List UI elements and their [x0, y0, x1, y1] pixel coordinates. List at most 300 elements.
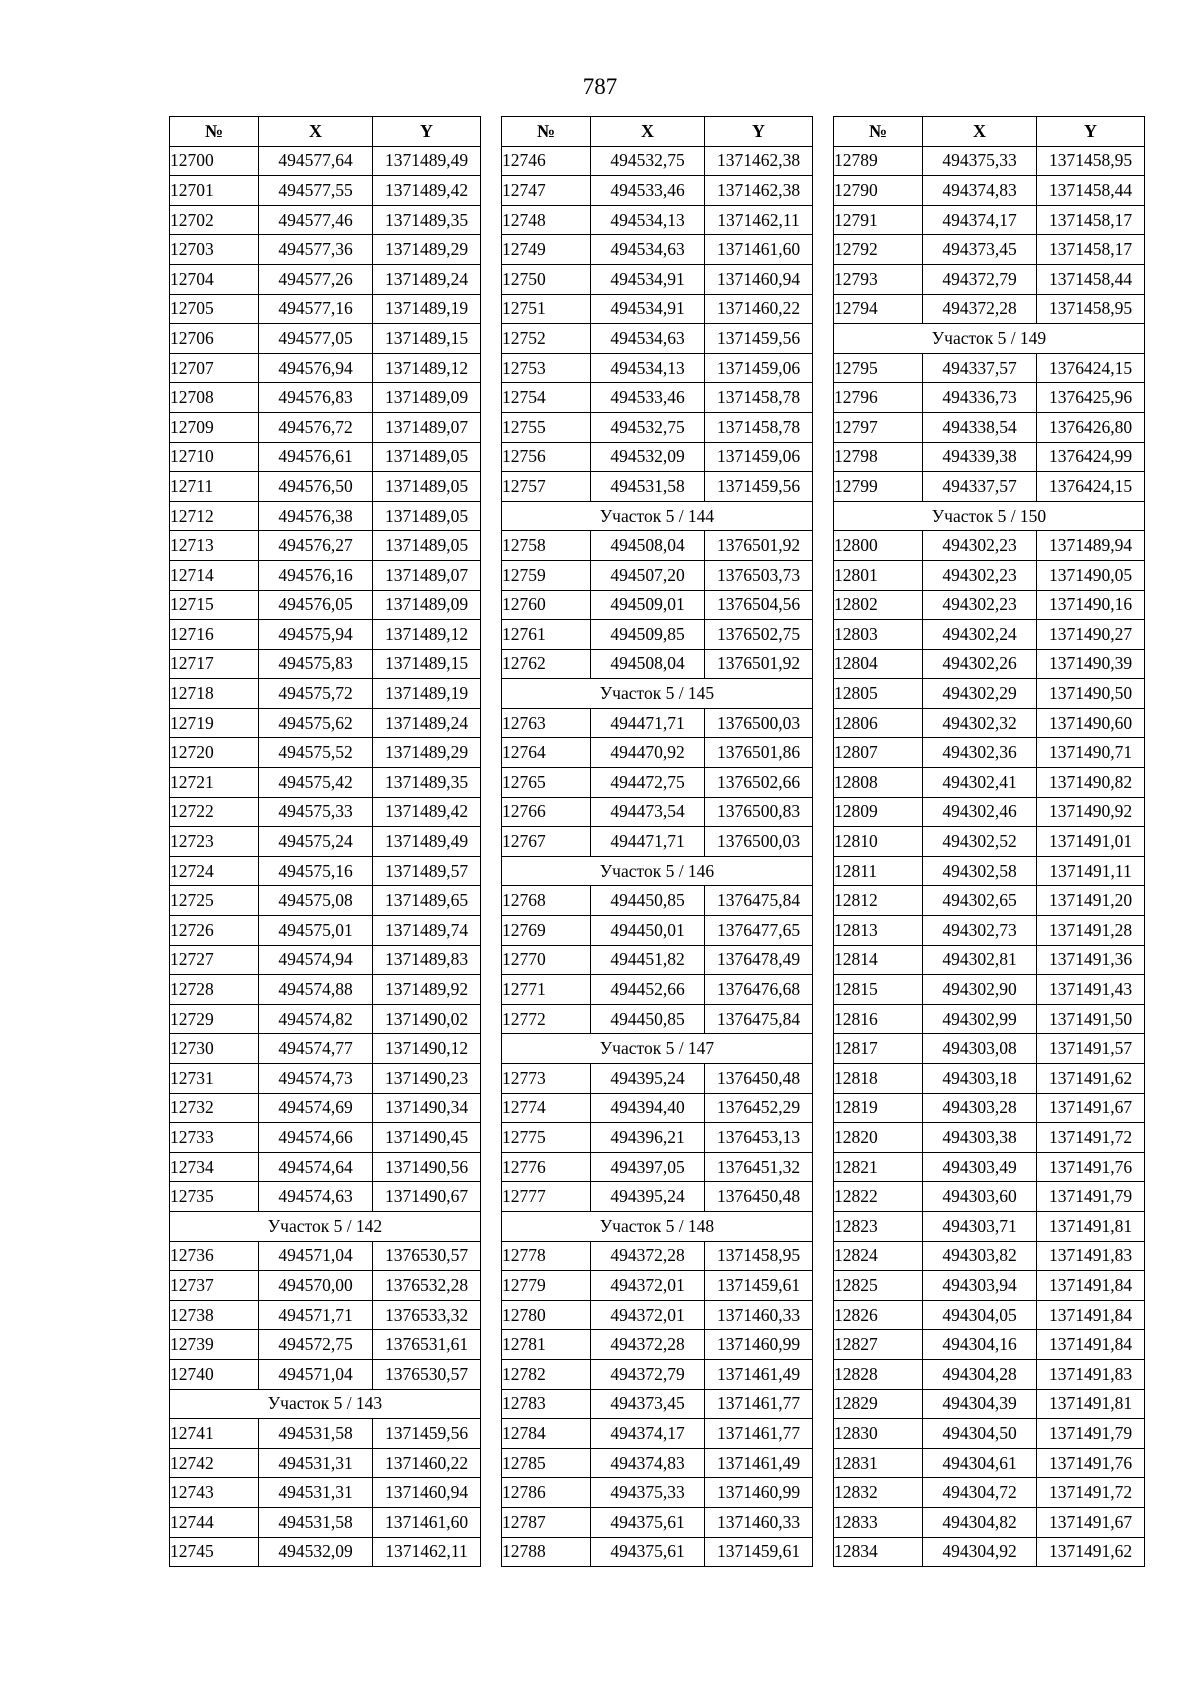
- coordinate-y: 1376500,03: [705, 708, 813, 738]
- coordinate-y: 1371460,94: [373, 1478, 481, 1508]
- coordinate-y: 1371460,22: [373, 1448, 481, 1478]
- coordinate-y: 1371489,12: [373, 353, 481, 383]
- coordinate-y: 1371490,60: [1037, 708, 1145, 738]
- coordinate-x: 494577,64: [259, 146, 373, 176]
- point-number: 12776: [502, 1152, 591, 1182]
- section-title: Участок 5 / 146: [502, 856, 813, 886]
- table-row: [834, 738, 1145, 768]
- coordinate-x: 494574,63: [259, 1182, 373, 1212]
- table-row: [834, 1419, 1145, 1449]
- page-number: 787: [582, 74, 618, 99]
- coordinate-x: 494508,04: [591, 649, 705, 679]
- section-row: [170, 1211, 481, 1241]
- point-number: 12815: [834, 975, 923, 1005]
- table-row: [170, 856, 481, 886]
- coordinate-y: 1376450,48: [705, 1064, 813, 1094]
- coordinate-y: 1376452,29: [705, 1093, 813, 1123]
- table-row: [170, 649, 481, 679]
- table-row: [170, 353, 481, 383]
- coordinate-y: 1371489,07: [373, 412, 481, 442]
- coordinate-x: 494304,92: [923, 1537, 1037, 1567]
- point-number: 12809: [834, 797, 923, 827]
- point-number: 12794: [834, 294, 923, 324]
- coordinate-x: 494372,28: [591, 1241, 705, 1271]
- point-number: 12774: [502, 1093, 591, 1123]
- table-row: [834, 1448, 1145, 1478]
- coordinate-x: 494304,50: [923, 1419, 1037, 1449]
- coordinate-x: 494575,24: [259, 827, 373, 857]
- point-number: 12744: [170, 1507, 259, 1537]
- table-row: [170, 1241, 481, 1271]
- point-number: 12743: [170, 1478, 259, 1508]
- coordinate-x: 494534,13: [591, 205, 705, 235]
- coordinate-y: 1371491,67: [1037, 1507, 1145, 1537]
- coordinate-y: 1371490,02: [373, 1004, 481, 1034]
- coordinate-y: 1371460,33: [705, 1300, 813, 1330]
- coordinate-y: 1371490,34: [373, 1093, 481, 1123]
- point-number: 12782: [502, 1359, 591, 1389]
- point-number: 12818: [834, 1064, 923, 1094]
- table-row: [834, 1359, 1145, 1389]
- point-number: 12705: [170, 294, 259, 324]
- table-row: [834, 264, 1145, 294]
- coordinate-x: 494302,26: [923, 649, 1037, 679]
- coordinate-x: 494576,72: [259, 412, 373, 442]
- table-row: [502, 1300, 813, 1330]
- coordinate-x: 494450,01: [591, 916, 705, 946]
- table-row: [834, 886, 1145, 916]
- coordinate-y: 1371489,24: [373, 708, 481, 738]
- coordinate-y: 1376500,03: [705, 827, 813, 857]
- table-row: [834, 1211, 1145, 1241]
- coordinate-x: 494337,57: [923, 472, 1037, 502]
- coordinate-x: 494577,36: [259, 235, 373, 265]
- table-row: [170, 1093, 481, 1123]
- table-row: [170, 146, 481, 176]
- coordinate-y: 1371491,50: [1037, 1004, 1145, 1034]
- coordinate-x: 494302,73: [923, 916, 1037, 946]
- table-row: [834, 1123, 1145, 1153]
- coordinate-y: 1376530,57: [373, 1241, 481, 1271]
- coordinate-x: 494303,82: [923, 1241, 1037, 1271]
- table-row: [502, 620, 813, 650]
- table-row: [170, 1271, 481, 1301]
- coordinate-x: 494575,01: [259, 916, 373, 946]
- table-row: [502, 1389, 813, 1419]
- coordinate-y: 1371460,99: [705, 1478, 813, 1508]
- coordinate-x: 494304,28: [923, 1359, 1037, 1389]
- point-number: 12797: [834, 412, 923, 442]
- coordinate-y: 1371491,62: [1037, 1537, 1145, 1567]
- coordinate-y: 1376501,92: [705, 531, 813, 561]
- coordinate-x: 494395,24: [591, 1182, 705, 1212]
- coordinate-x: 494339,38: [923, 442, 1037, 472]
- table-row: [170, 176, 481, 206]
- point-number: 12808: [834, 768, 923, 798]
- table-row: [834, 945, 1145, 975]
- coordinate-y: 1376504,56: [705, 590, 813, 620]
- point-number: 12777: [502, 1182, 591, 1212]
- table-row: [502, 353, 813, 383]
- coordinate-y: 1371490,71: [1037, 738, 1145, 768]
- point-number: 12732: [170, 1093, 259, 1123]
- table-row: [502, 945, 813, 975]
- coordinate-x: 494372,28: [923, 294, 1037, 324]
- table-row: [170, 1478, 481, 1508]
- coordinate-y: 1376424,15: [1037, 353, 1145, 383]
- coordinate-x: 494375,33: [591, 1478, 705, 1508]
- table-row: [170, 531, 481, 561]
- point-number: 12761: [502, 620, 591, 650]
- coordinate-y: 1371458,44: [1037, 264, 1145, 294]
- coordinate-y: 1371491,81: [1037, 1211, 1145, 1241]
- coordinate-y: 1371490,16: [1037, 590, 1145, 620]
- table-row: [502, 531, 813, 561]
- coordinate-x: 494509,85: [591, 620, 705, 650]
- table-header-row: [834, 117, 1145, 147]
- coordinate-x: 494574,88: [259, 975, 373, 1005]
- coordinate-x: 494450,85: [591, 1004, 705, 1034]
- coordinate-y: 1371462,38: [705, 176, 813, 206]
- coordinate-x: 494574,77: [259, 1034, 373, 1064]
- coordinate-x: 494302,29: [923, 679, 1037, 709]
- coordinate-y: 1376503,73: [705, 560, 813, 590]
- point-number: 12834: [834, 1537, 923, 1567]
- coordinate-x: 494304,61: [923, 1448, 1037, 1478]
- coordinate-y: 1371491,67: [1037, 1093, 1145, 1123]
- coordinate-y: 1376531,61: [373, 1330, 481, 1360]
- coordinate-y: 1371458,95: [1037, 294, 1145, 324]
- point-number: 12833: [834, 1507, 923, 1537]
- point-number: 12781: [502, 1330, 591, 1360]
- section-row: [834, 324, 1145, 354]
- coordinate-y: 1371491,79: [1037, 1182, 1145, 1212]
- coordinate-x: 494302,41: [923, 768, 1037, 798]
- table-row: [170, 738, 481, 768]
- table-row: [502, 768, 813, 798]
- point-number: 12805: [834, 679, 923, 709]
- point-number: 12784: [502, 1419, 591, 1449]
- coordinate-x: 494533,46: [591, 176, 705, 206]
- point-number: 12733: [170, 1123, 259, 1153]
- table-row: [834, 1064, 1145, 1094]
- coordinate-x: 494574,73: [259, 1064, 373, 1094]
- section-title: Участок 5 / 142: [170, 1211, 481, 1241]
- header-y: Y: [373, 117, 481, 147]
- coordinate-y: 1371491,36: [1037, 945, 1145, 975]
- coordinate-y: 1371489,09: [373, 383, 481, 413]
- coordinate-x: 494576,83: [259, 383, 373, 413]
- coordinate-x: 494533,46: [591, 383, 705, 413]
- point-number: 12721: [170, 768, 259, 798]
- table-row: [502, 1241, 813, 1271]
- point-number: 12825: [834, 1271, 923, 1301]
- point-number: 12740: [170, 1359, 259, 1389]
- coordinate-y: 1371460,99: [705, 1330, 813, 1360]
- table-row: [170, 1004, 481, 1034]
- coordinate-y: 1376500,83: [705, 797, 813, 827]
- coordinate-y: 1371491,62: [1037, 1064, 1145, 1094]
- coordinate-y: 1371491,79: [1037, 1419, 1145, 1449]
- point-number: 12768: [502, 886, 591, 916]
- coordinate-y: 1371491,43: [1037, 975, 1145, 1005]
- section-title: Участок 5 / 145: [502, 679, 813, 709]
- table-row: [502, 235, 813, 265]
- coordinate-x: 494303,38: [923, 1123, 1037, 1153]
- coordinate-x: 494303,94: [923, 1271, 1037, 1301]
- point-number: 12741: [170, 1419, 259, 1449]
- coordinate-y: 1371460,33: [705, 1507, 813, 1537]
- coordinate-y: 1371489,29: [373, 235, 481, 265]
- table-row: [170, 768, 481, 798]
- coordinate-x: 494373,45: [923, 235, 1037, 265]
- point-number: 12791: [834, 205, 923, 235]
- coordinate-x: 494472,75: [591, 768, 705, 798]
- table-row: [170, 945, 481, 975]
- coordinate-x: 494532,75: [591, 412, 705, 442]
- coordinate-y: 1371491,20: [1037, 886, 1145, 916]
- table-row: [834, 590, 1145, 620]
- coordinate-x: 494576,05: [259, 590, 373, 620]
- table-row: [502, 146, 813, 176]
- table-row: [834, 1004, 1145, 1034]
- coordinate-x: 494531,58: [259, 1419, 373, 1449]
- point-number: 12754: [502, 383, 591, 413]
- point-number: 12829: [834, 1389, 923, 1419]
- coordinate-y: 1371491,83: [1037, 1359, 1145, 1389]
- coordinate-y: 1371491,57: [1037, 1034, 1145, 1064]
- coordinate-y: 1371490,56: [373, 1152, 481, 1182]
- point-number: 12769: [502, 916, 591, 946]
- table-row: [502, 1182, 813, 1212]
- coordinate-x: 494576,94: [259, 353, 373, 383]
- coordinate-x: 494397,05: [591, 1152, 705, 1182]
- coordinate-y: 1371489,35: [373, 205, 481, 235]
- coordinate-x: 494375,61: [591, 1537, 705, 1567]
- coordinate-x: 494571,04: [259, 1241, 373, 1271]
- table-row: [502, 383, 813, 413]
- coordinate-y: 1371491,28: [1037, 916, 1145, 946]
- coordinate-y: 1371459,56: [705, 472, 813, 502]
- coordinate-x: 494509,01: [591, 590, 705, 620]
- point-number: 12758: [502, 531, 591, 561]
- point-number: 12783: [502, 1389, 591, 1419]
- table-row: [834, 620, 1145, 650]
- point-number: 12729: [170, 1004, 259, 1034]
- table-row: [502, 1330, 813, 1360]
- coordinate-x: 494374,17: [591, 1419, 705, 1449]
- table-row: [170, 501, 481, 531]
- coordinate-x: 494576,27: [259, 531, 373, 561]
- coordinate-x: 494302,23: [923, 531, 1037, 561]
- header-y: Y: [1037, 117, 1145, 147]
- table-row: [170, 472, 481, 502]
- point-number: 12760: [502, 590, 591, 620]
- table-row: [502, 975, 813, 1005]
- point-number: 12823: [834, 1211, 923, 1241]
- header-number: №: [502, 117, 591, 147]
- coordinate-y: 1371489,15: [373, 649, 481, 679]
- point-number: 12800: [834, 531, 923, 561]
- coordinate-x: 494372,79: [923, 264, 1037, 294]
- point-number: 12766: [502, 797, 591, 827]
- table-row: [502, 442, 813, 472]
- header-x: X: [923, 117, 1037, 147]
- point-number: 12738: [170, 1300, 259, 1330]
- point-number: 12708: [170, 383, 259, 413]
- point-number: 12786: [502, 1478, 591, 1508]
- point-number: 12813: [834, 916, 923, 946]
- table-row: [502, 1152, 813, 1182]
- table-row: [502, 1359, 813, 1389]
- table-row: [170, 324, 481, 354]
- table-row: [834, 1271, 1145, 1301]
- point-number: 12787: [502, 1507, 591, 1537]
- coordinates-table-1: [169, 116, 481, 1567]
- coordinate-x: 494304,05: [923, 1300, 1037, 1330]
- section-title: Участок 5 / 148: [502, 1211, 813, 1241]
- table-row: [834, 383, 1145, 413]
- coordinate-x: 494570,00: [259, 1271, 373, 1301]
- coordinate-x: 494302,24: [923, 620, 1037, 650]
- table-row: [834, 1093, 1145, 1123]
- table-row: [834, 975, 1145, 1005]
- section-row: [502, 856, 813, 886]
- point-number: 12767: [502, 827, 591, 857]
- table-row: [170, 1448, 481, 1478]
- coordinate-x: 494374,83: [591, 1448, 705, 1478]
- table-header-row: [502, 117, 813, 147]
- coordinate-x: 494303,49: [923, 1152, 1037, 1182]
- coordinate-y: 1376477,65: [705, 916, 813, 946]
- coordinate-y: 1371461,77: [705, 1389, 813, 1419]
- point-number: 12735: [170, 1182, 259, 1212]
- coordinate-y: 1371489,35: [373, 768, 481, 798]
- coordinate-y: 1371459,56: [373, 1419, 481, 1449]
- point-number: 12700: [170, 146, 259, 176]
- table-row: [170, 1359, 481, 1389]
- coordinate-y: 1376453,13: [705, 1123, 813, 1153]
- table-row: [834, 235, 1145, 265]
- coordinate-y: 1371489,24: [373, 264, 481, 294]
- coordinate-y: 1371459,06: [705, 442, 813, 472]
- point-number: 12811: [834, 856, 923, 886]
- coordinate-x: 494534,91: [591, 294, 705, 324]
- table-row: [170, 560, 481, 590]
- table-row: [170, 916, 481, 946]
- coordinate-x: 494372,28: [591, 1330, 705, 1360]
- table-row: [502, 1271, 813, 1301]
- point-number: 12824: [834, 1241, 923, 1271]
- point-number: 12749: [502, 235, 591, 265]
- coordinate-y: 1371458,95: [1037, 146, 1145, 176]
- coordinate-y: 1371489,05: [373, 501, 481, 531]
- point-number: 12814: [834, 945, 923, 975]
- coordinate-y: 1371490,27: [1037, 620, 1145, 650]
- point-number: 12755: [502, 412, 591, 442]
- table-row: [834, 649, 1145, 679]
- coordinate-y: 1371489,12: [373, 620, 481, 650]
- point-number: 12820: [834, 1123, 923, 1153]
- coordinate-y: 1371462,38: [705, 146, 813, 176]
- table-row: [170, 1064, 481, 1094]
- point-number: 12736: [170, 1241, 259, 1271]
- coordinate-y: 1371461,49: [705, 1448, 813, 1478]
- point-number: 12702: [170, 205, 259, 235]
- coordinate-y: 1371461,60: [705, 235, 813, 265]
- table-row: [834, 1537, 1145, 1567]
- coordinate-y: 1371489,83: [373, 945, 481, 975]
- coordinate-x: 494577,46: [259, 205, 373, 235]
- coordinate-x: 494372,79: [591, 1359, 705, 1389]
- coordinate-y: 1371490,82: [1037, 768, 1145, 798]
- table-row: [834, 531, 1145, 561]
- table-row: [170, 590, 481, 620]
- table-row: [502, 560, 813, 590]
- table-row: [502, 738, 813, 768]
- table-row: [170, 620, 481, 650]
- point-number: 12713: [170, 531, 259, 561]
- table-row: [834, 146, 1145, 176]
- table-row: [502, 916, 813, 946]
- coordinate-x: 494303,71: [923, 1211, 1037, 1241]
- coordinate-y: 1371461,77: [705, 1419, 813, 1449]
- table-row: [834, 1182, 1145, 1212]
- table-row: [502, 1093, 813, 1123]
- section-title: Участок 5 / 143: [170, 1389, 481, 1419]
- point-number: 12810: [834, 827, 923, 857]
- coordinate-x: 494577,16: [259, 294, 373, 324]
- coordinate-x: 494337,57: [923, 353, 1037, 383]
- point-number: 12751: [502, 294, 591, 324]
- coordinate-x: 494302,99: [923, 1004, 1037, 1034]
- coordinate-y: 1376424,99: [1037, 442, 1145, 472]
- point-number: 12771: [502, 975, 591, 1005]
- coordinate-x: 494451,82: [591, 945, 705, 975]
- coordinate-x: 494574,82: [259, 1004, 373, 1034]
- point-number: 12798: [834, 442, 923, 472]
- coordinate-y: 1371459,06: [705, 353, 813, 383]
- point-number: 12778: [502, 1241, 591, 1271]
- coordinate-x: 494574,69: [259, 1093, 373, 1123]
- coordinate-y: 1371491,83: [1037, 1241, 1145, 1271]
- coordinate-x: 494507,20: [591, 560, 705, 590]
- point-number: 12821: [834, 1152, 923, 1182]
- coordinate-x: 494471,71: [591, 708, 705, 738]
- coordinate-y: 1376450,48: [705, 1182, 813, 1212]
- coordinate-x: 494303,08: [923, 1034, 1037, 1064]
- coordinate-x: 494302,36: [923, 738, 1037, 768]
- coordinate-y: 1376424,15: [1037, 472, 1145, 502]
- section-title: Участок 5 / 149: [834, 324, 1145, 354]
- point-number: 12750: [502, 264, 591, 294]
- coordinate-x: 494373,45: [591, 1389, 705, 1419]
- point-number: 12745: [170, 1537, 259, 1567]
- coordinate-y: 1371489,29: [373, 738, 481, 768]
- section-row: [502, 679, 813, 709]
- table-row: [170, 1507, 481, 1537]
- coordinate-y: 1371460,94: [705, 264, 813, 294]
- point-number: 12812: [834, 886, 923, 916]
- coordinate-x: 494574,66: [259, 1123, 373, 1153]
- table-row: [834, 353, 1145, 383]
- point-number: 12710: [170, 442, 259, 472]
- header-x: X: [591, 117, 705, 147]
- table-row: [502, 649, 813, 679]
- point-number: 12719: [170, 708, 259, 738]
- coordinate-y: 1371491,84: [1037, 1271, 1145, 1301]
- coordinates-table-2: [501, 116, 813, 1567]
